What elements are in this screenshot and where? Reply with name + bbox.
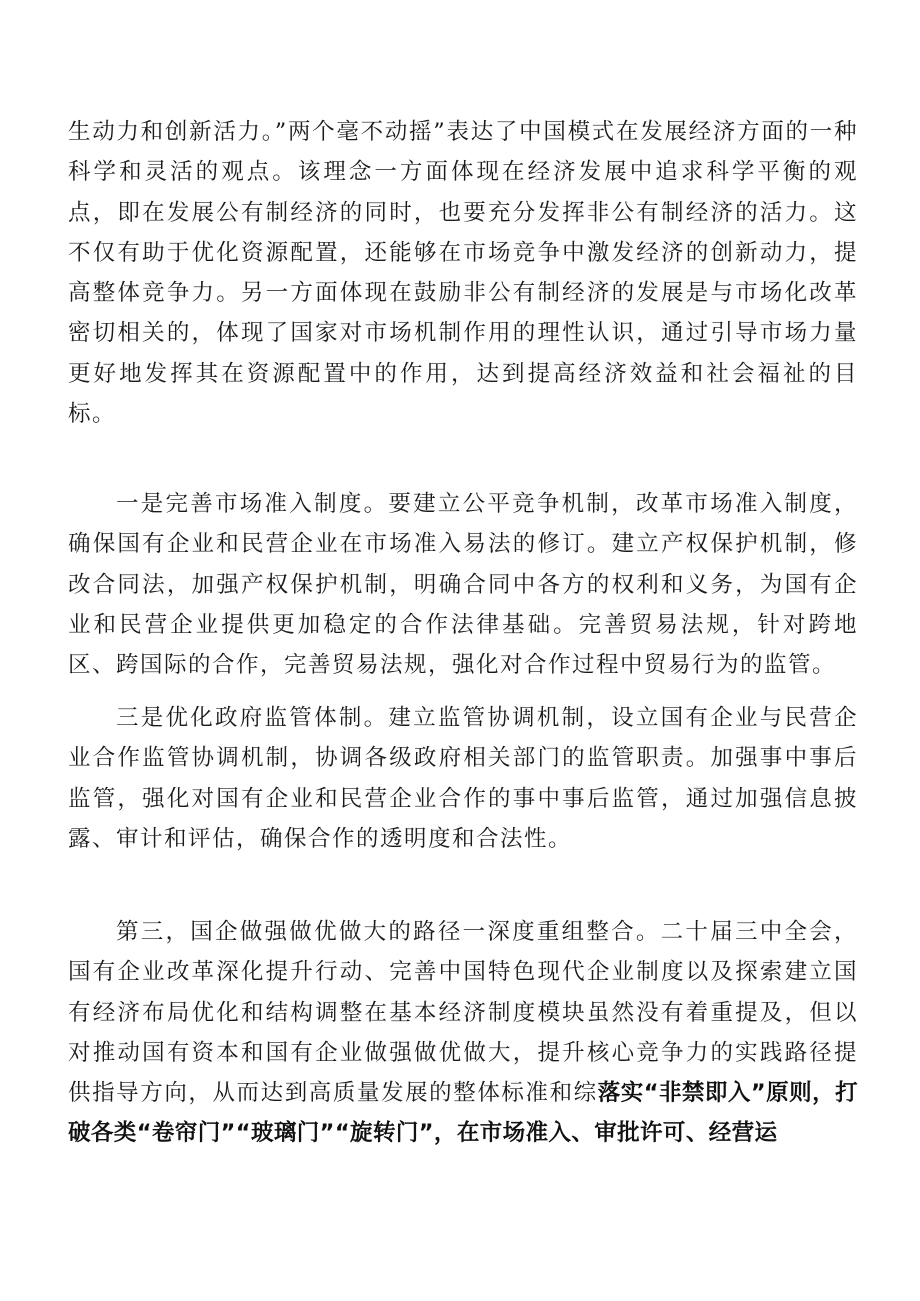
paragraph-3: 三是优化政府监管体制。建立监管协调机制，设立国有企业与民营企业合作监管协调机制，协调各级政府相关部门的监管职责。加强事中事后监管，强化对国有企业和民营企业合作的事中事后监管，通过加强信息披露、审计和评估，确保合作的透明度和合法性。 [68, 705, 858, 852]
paragraph-4-text: 第三，国企做强做优做大的路径一深度重组整合。二十届三中全会，国有企业改革深化提升行动、完善中国特色现代企业制度以及探索建立国有经济布局优化和结构调整在基本经济制度模块虽然没有着重提及，但以对推动国有资本和国有企业做强做优做大，提升核心竞争力的实践路径提供指导方向，从而达到高质量发展的整体标准和综 [68, 919, 858, 1107]
paragraph-4 [68, 912, 858, 1154]
paragraph-4-bold-text: 落实“非禁即入”原则，打破各类“卷帘门”“玻璃门”“旋转门”，在市场准入、审批许可、经营运 [68, 1080, 858, 1147]
paragraph-1: 生动力和创新活力。”两个毫不动摇”表达了中国模式在发展经济方面的一种科学和灵活的观点。该理念一方面体现在经济发展中追求科学平衡的观点，即在发展公有制经济的同时，也要充分发挥非公有制经济的活力。这不仅有助于优化资源配置，还能够在市场竞争中激发经济的创新动力，提高整体竞争力。另一方面体现在鼓励非公有制经济的发展是与市场化改革密切相关的，体现了国家对市场机制作用的理性认识，通过引导市场力量更好地发挥其在资源配置中的作用，达到提高经济效益和社会福祉的目标。 [68, 119, 858, 428]
paragraph-2: 一是完善市场准入制度。要建立公平竞争机制，改革市场准入制度，确保国有企业和民营企业在市场准入易法的修订。建立产权保护机制，修改合同法，加强产权保护机制，明确合同中各方的权利和义务，为国有企业和民营企业提供更加稳定的合作法律基础。完善贸易法规，针对跨地区、跨国际的合作，完善贸易法规，强化对合作过程中贸易行为的监管。 [68, 491, 858, 679]
